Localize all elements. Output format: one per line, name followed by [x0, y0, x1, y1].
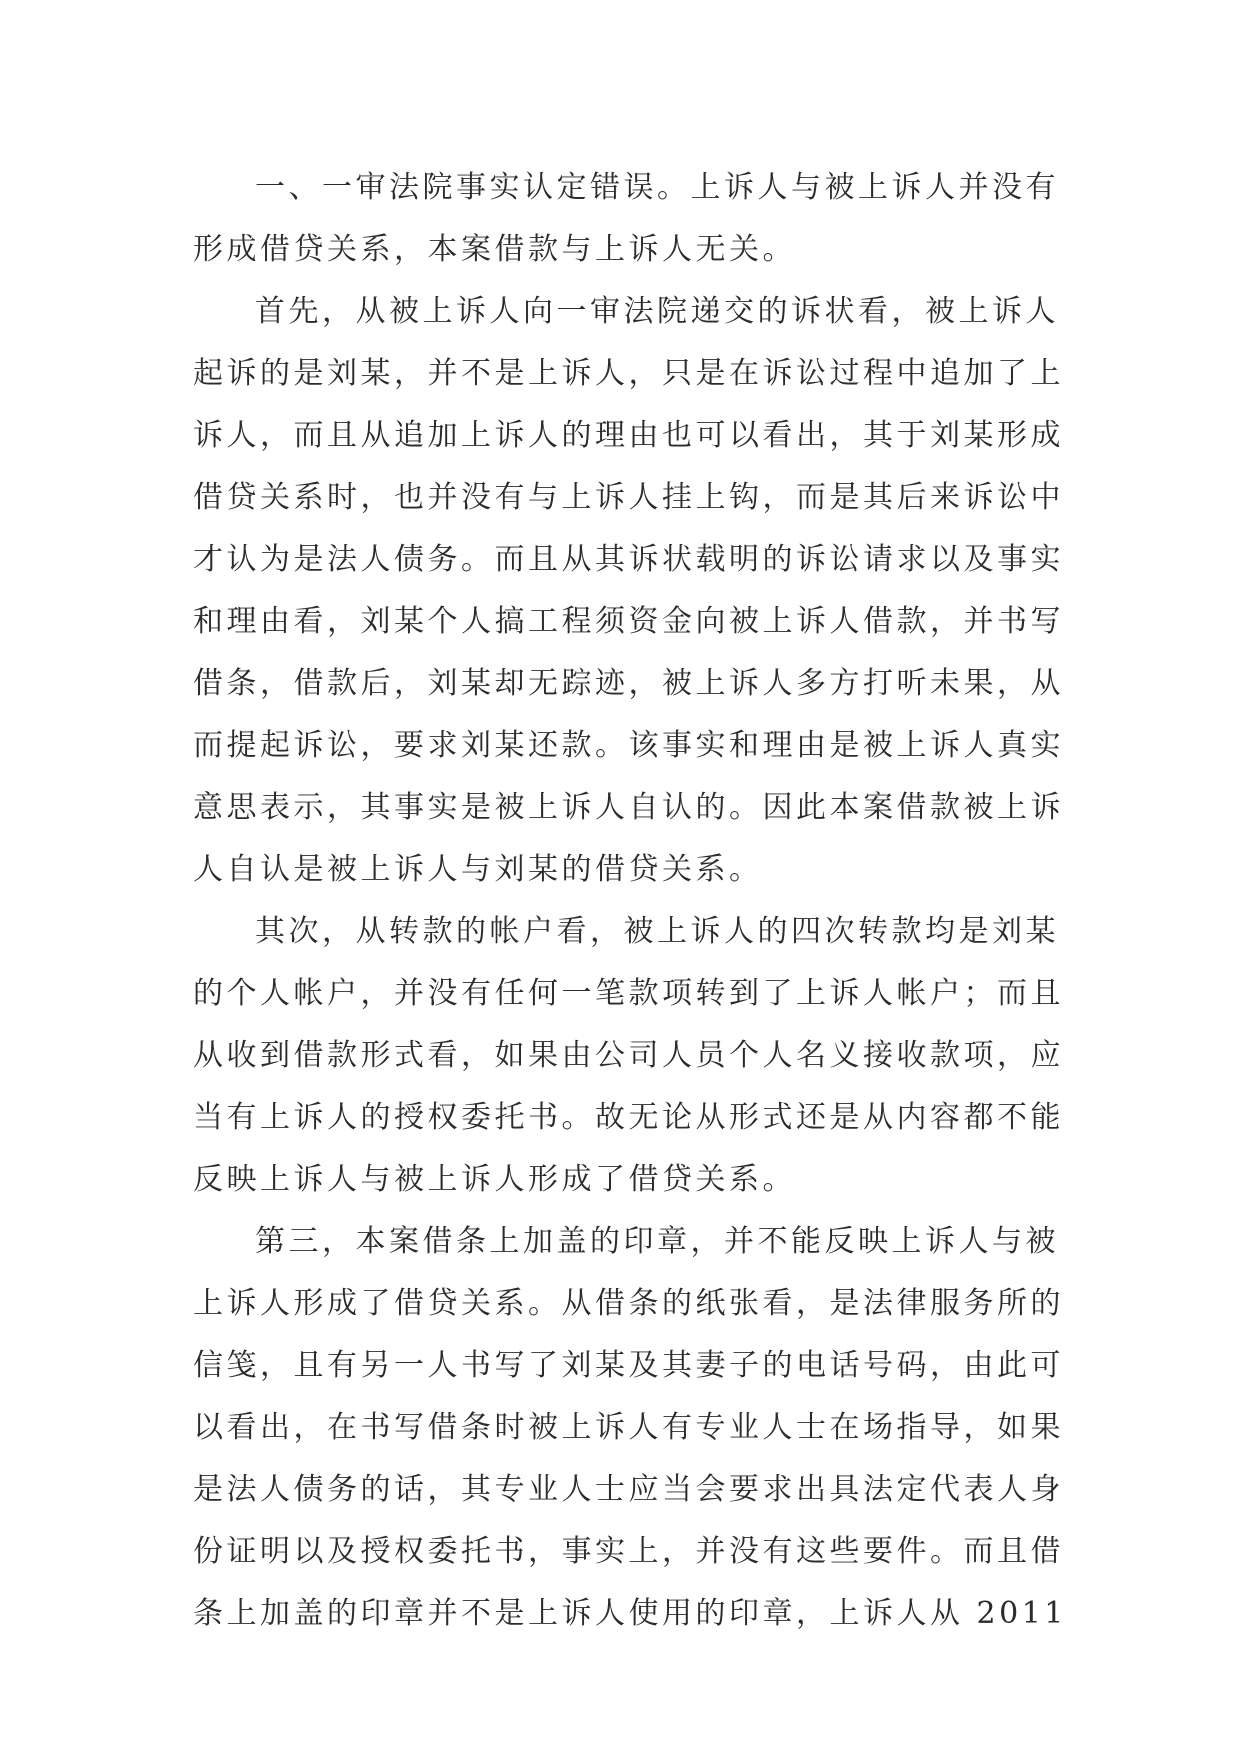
- text-line: 第三，本案借条上加盖的印章，并不能反映上诉人与被: [255, 1224, 1059, 1259]
- document-body: [193, 157, 1067, 1645]
- text-line: 一、一审法院事实认定错误。上诉人与被上诉人并没有: [255, 170, 1059, 205]
- text-line: 份证明以及授权委托书，事实上，并没有这些要件。而且借: [193, 1534, 1064, 1569]
- text-line: 是法人债务的话，其专业人士应当会要求出具法定代表人身: [193, 1472, 1064, 1507]
- text-line: 和理由看，刘某个人搞工程须资金向被上诉人借款，并书写: [193, 604, 1064, 639]
- text-line: 起诉的是刘某，并不是上诉人，只是在诉讼过程中追加了上: [193, 356, 1064, 391]
- text-line: 的个人帐户，并没有任何一笔款项转到了上诉人帐户；而且: [193, 976, 1064, 1011]
- text-line: 上诉人形成了借贷关系。从借条的纸张看，是法律服务所的: [193, 1286, 1064, 1321]
- text-line: 以看出，在书写借条时被上诉人有专业人士在场指导，如果: [193, 1410, 1064, 1445]
- paragraph-first-point: [193, 281, 1064, 901]
- text-line: 反映上诉人与被上诉人形成了借贷关系。: [193, 1162, 796, 1197]
- text-line: 形成借贷关系，本案借款与上诉人无关。: [193, 232, 796, 267]
- text-line: 从收到借款形式看，如果由公司人员个人名义接收款项，应: [193, 1038, 1064, 1073]
- text-line: 意思表示，其事实是被上诉人自认的。因此本案借款被上诉: [193, 790, 1064, 825]
- text-line: 首先，从被上诉人向一审法院递交的诉状看，被上诉人: [255, 294, 1059, 329]
- text-line: 条上加盖的印章并不是上诉人使用的印章，上诉人从 2011: [193, 1596, 1067, 1631]
- paragraph-third-point: [193, 1211, 1067, 1645]
- paragraph-second-point: [193, 901, 1064, 1211]
- text-line: 借条，借款后，刘某却无踪迹，被上诉人多方打听未果，从: [193, 666, 1064, 701]
- text-line: 而提起诉讼，要求刘某还款。该事实和理由是被上诉人真实: [193, 728, 1064, 763]
- text-line: 其次，从转款的帐户看，被上诉人的四次转款均是刘某: [255, 914, 1059, 949]
- text-line: 诉人，而且从追加上诉人的理由也可以看出，其于刘某形成: [193, 418, 1064, 453]
- text-line: 才认为是法人债务。而且从其诉状载明的诉讼请求以及事实: [193, 542, 1064, 577]
- text-line: 借贷关系时，也并没有与上诉人挂上钩，而是其后来诉讼中: [193, 480, 1064, 515]
- text-line: 信笺，且有另一人书写了刘某及其妻子的电话号码，由此可: [193, 1348, 1064, 1383]
- text-line: 当有上诉人的授权委托书。故无论从形式还是从内容都不能: [193, 1100, 1064, 1135]
- text-line: 人自认是被上诉人与刘某的借贷关系。: [193, 852, 763, 887]
- paragraph-fact-error: [193, 157, 1059, 281]
